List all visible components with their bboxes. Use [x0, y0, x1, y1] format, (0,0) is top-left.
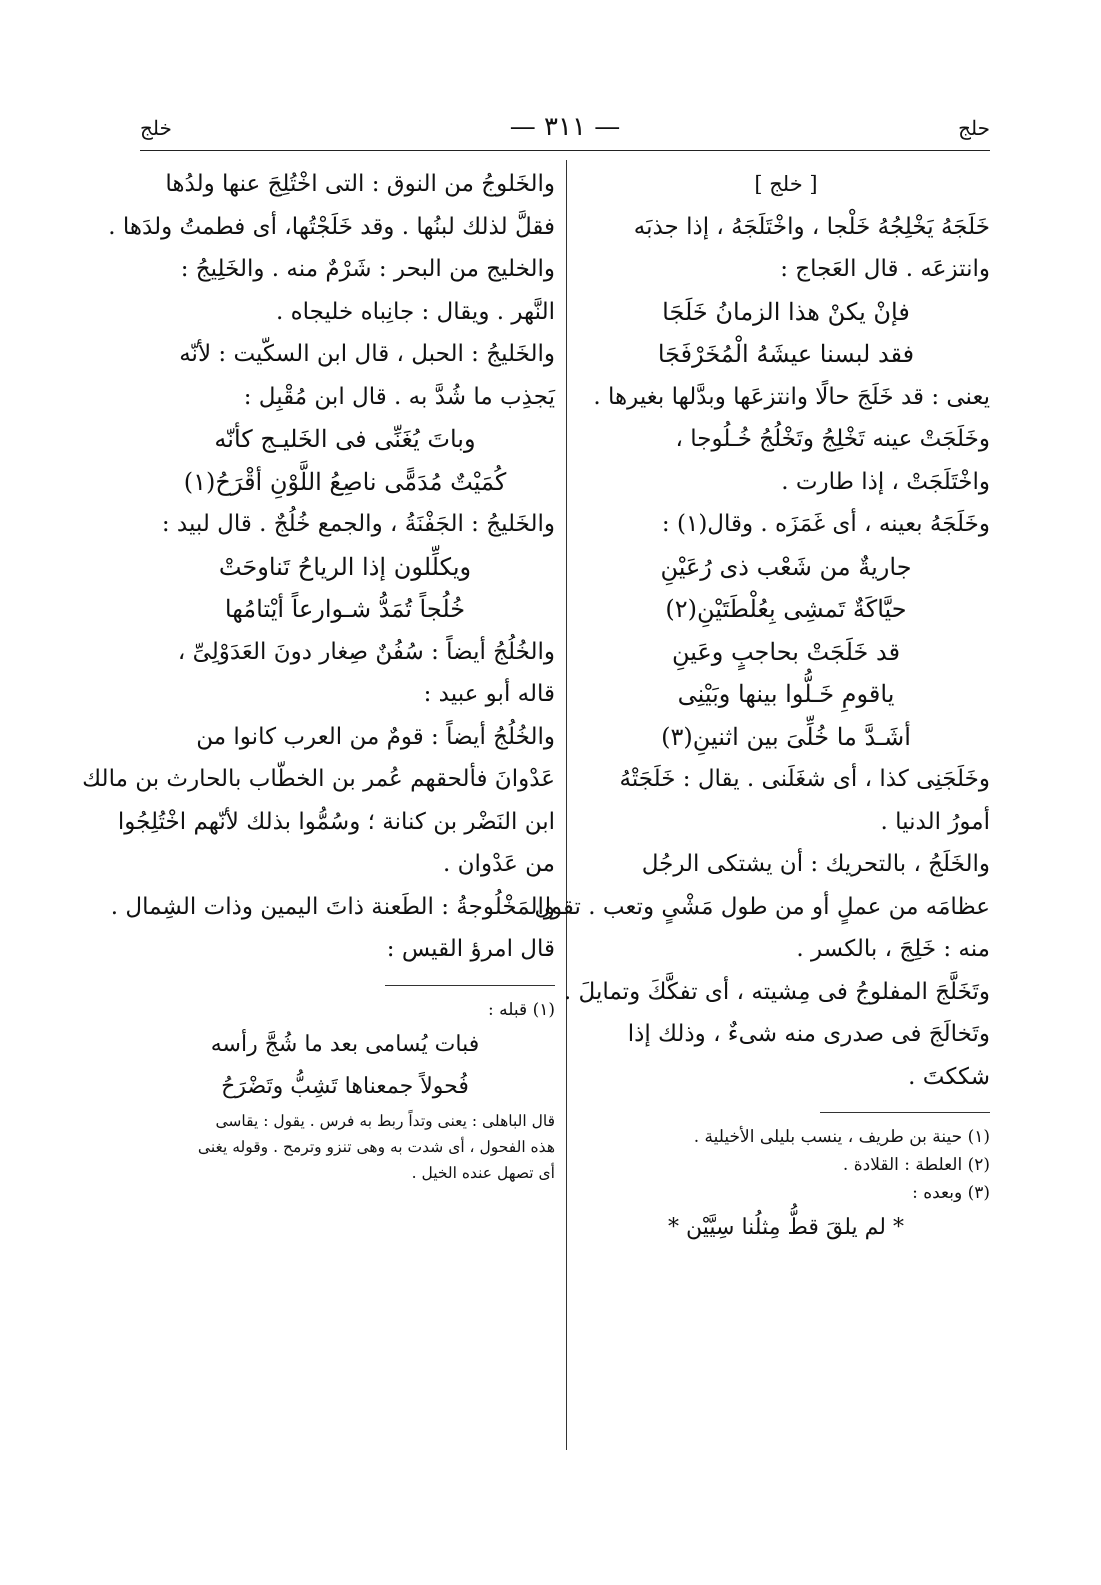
verse-line: أشَـدَّ ما خُلِّىَ بين اثنينِ(٣) [661, 722, 911, 751]
right-column-footnotes [582, 1123, 990, 1249]
text-line: وخَلَجَهُ بعينه ، أى غَمَزَه . وقال(١) : [661, 511, 990, 537]
footnote-verse: فبات يُسامى بعد ما شُجَّ رأسه [210, 1031, 480, 1057]
text-line: منه : خَلِجَ ، بالكسر . [796, 936, 990, 962]
entry-heading: [ خلج ] [754, 172, 818, 196]
text-line: والخَليجُ : الحبل ، قال ابن السكّيت : لأنّه [179, 341, 555, 367]
footnote-line: (١) حينة بن طريف ، ينسب بليلى الأخيلية . [693, 1127, 990, 1147]
verse-line: فإنْ يكنْ هذا الزمانُ خَلَجَا [662, 297, 910, 326]
verse-line: خُلُجاً تُمَدُّ شـوارعاً أيْتامُها [224, 595, 466, 623]
text-line: شككتَ . [908, 1063, 990, 1090]
text-line: والخُلُجُ أيضاً : سُفُنٌ صِغار دونَ العَدَوْلِىِّ ، [177, 638, 555, 665]
header-right-word: حلج [958, 116, 990, 140]
footnote-line: (٢) العلطة : القلادة . [842, 1155, 990, 1175]
verse-line: ياقومِ خَـلُّوا بينها وبَيْنِى [677, 680, 895, 708]
page-number: — ٣١١ — [509, 112, 621, 142]
header-left-word: خلج [140, 116, 172, 140]
footnote-line: هذه الفحول ، أى شدت به وهى تنزو وترمح . وقوله يغنى [197, 1137, 555, 1156]
left-column [82, 163, 555, 1186]
page-header [140, 110, 990, 151]
verse-line: حيَّاكَةٌ تَمشِى بِعُلْطَتَيْنِ(٢) [665, 595, 907, 623]
text-line: والمَخْلُوجةُ : الطَعنة ذاتَ اليمين وذات الشِمال . [110, 893, 555, 920]
text-line: واخْتَلَجَتْ ، إذا طارت . [781, 468, 990, 495]
text-line: من عَدْوان . [443, 851, 555, 877]
footnote-verse: فُحولاً جمعناها تَشِبُّ وتَضْرَحُ [221, 1073, 469, 1099]
verse-line: فقد لبسنا عيشَهُ الْمُخَرْفَجَا [657, 340, 915, 368]
footnote-line: (٣) وبعده : [912, 1183, 990, 1203]
text-line: ابن النَضْر بن كنانة ؛ وسُمُّوا بذلك لأنّهم اخْتُلِجُوا [117, 808, 555, 835]
text-line: يعنى : قد خَلَجَ حالًا وانتزعَها وبدَّلها بغيرها . [593, 383, 990, 410]
text-line: وتَخَلَّجَ المفلوجُ فى مِشيته ، أى تفكَّكَ وتمايلَ . [563, 978, 990, 1005]
text-line: قاله أبو عبيد : [423, 681, 555, 707]
footnote-line: قال الباهلى : يعنى وتداً ربط به فرس . يقول : يقاسى [215, 1111, 555, 1130]
text-line: فقلَّ لذلك لبنُها . وقد خَلَجْتُها، أى فطمتُ ولدَها . [108, 213, 555, 240]
text-line: والخَليجُ : الجَفْنَةُ ، والجمع خُلُجٌ . قال لبيد : [161, 511, 555, 537]
text-line: وخَلَجَنِى كذا ، أى شغَلَنى . يقال : خَلَجَتْهُ [619, 766, 990, 792]
text-line: عَدْوانَ فألحقهم عُمر بن الخطّاب بالحارث بن مالك [82, 766, 555, 792]
text-line: وانتزعَه . قال العَجاج : [780, 256, 990, 282]
left-column-footnotes [135, 996, 555, 1186]
footnote-separator [385, 985, 555, 986]
text-line: عظامَه من عملٍ أو من طول مَشْىٍ وتعب . تقول [534, 893, 990, 920]
text-line: قال امرؤ القيس : [386, 936, 555, 962]
text-line: والخَلوجُ من النوق : التى اخْتُلِجَ عنها ولدُها [165, 171, 555, 197]
right-column [534, 163, 990, 1249]
verse-line: جاريةٌ من شَعْب ذى رُعَيْنِ [660, 552, 912, 581]
verse-line: وباتَ يُغَنِّى فى الخَليـج كأنّه [214, 425, 476, 453]
right-column-text [534, 163, 990, 1098]
text-line: والخَلَجُ ، بالتحريك : أن يشتكى الرجُل [641, 851, 990, 877]
text-line: والخليج من البحر : شَرْمٌ منه . والخَلِيجُ : [180, 256, 555, 282]
footnote-line: أى تصهل عنده الخيل . [411, 1163, 555, 1182]
left-column-text [82, 163, 555, 971]
text-line: خَلَجَهُ يَخْلِجُهُ خَلْجا ، واخْتَلَجَهُ ، إذا جذبَه [633, 213, 990, 240]
verse-line: كُمَيْتٌ مُدَمًّى ناصِعُ اللَّوْنِ أقْرَحُ(١) [183, 467, 507, 496]
verse-line: قد خَلَجَتْ بحاجبٍ وعَينِ [671, 637, 901, 666]
text-line: والخُلُجُ أيضاً : قومٌ من العرب كانوا من [196, 723, 555, 750]
text-line: وخَلَجَتْ عينه تَخْلِجُ وتَخْلُجُ خُـلُوجا ، [675, 426, 990, 452]
text-line: النَّهر . ويقال : جانِباه خليجاه . [275, 298, 555, 325]
footnote-line: (١) قبله : [488, 999, 555, 1020]
verse-line: ويكلِّلون إذا الرياحُ تَناوحَتْ [218, 552, 472, 581]
footnote-separator [820, 1112, 990, 1113]
text-line: وتَخالَجَ فى صدرى منه شىءٌ ، وذلك إذا [627, 1021, 990, 1047]
text-line: أمورُ الدنيا . [880, 808, 990, 835]
footnote-verse: * لم يلقَ قطُّ مِثلُنا سِيَّيْن * [668, 1215, 904, 1240]
text-line: يَجذِب ما شُدَّ به . قال ابن مُقْبِل : [243, 383, 555, 410]
column-divider [566, 160, 567, 1450]
